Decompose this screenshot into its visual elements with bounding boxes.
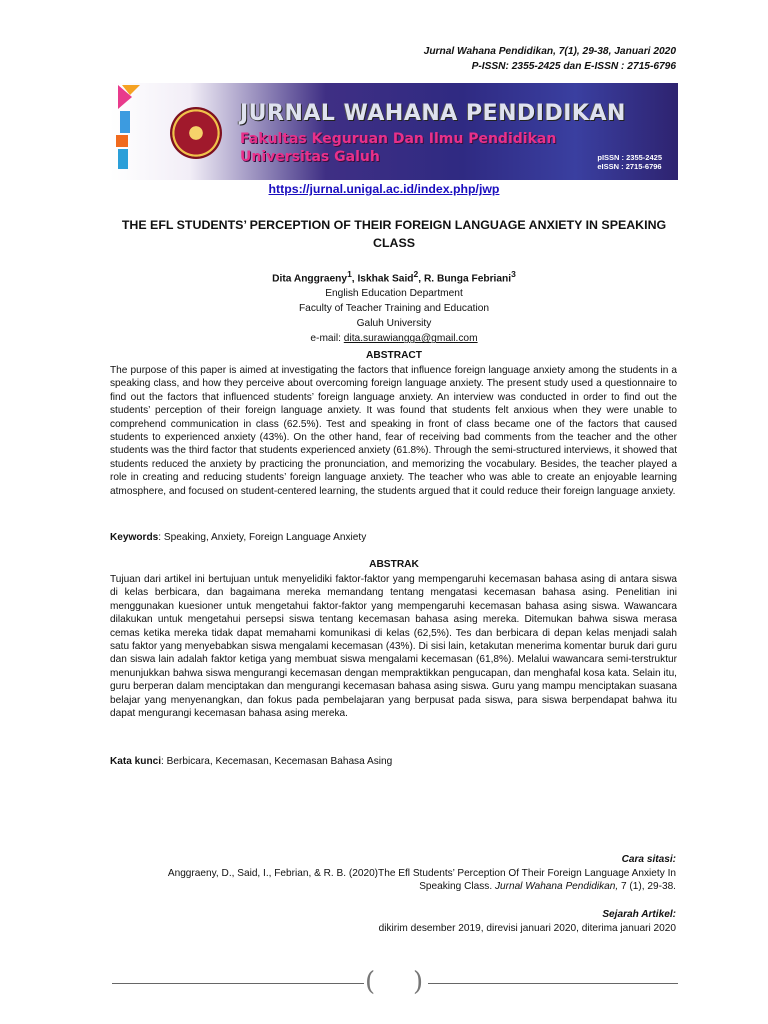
abstract-keywords	[110, 532, 366, 543]
footer-rule-right	[428, 983, 678, 984]
footer-bracket-left: (	[365, 967, 376, 997]
abstrak-text: Tujuan dari artikel ini bertujuan untuk menyelidiki faktor-faktor yang mempengaruhi kecemasan bahasa asing di antara siswa di kelas berbicara, dan bagaimana mereka memandang tentang mengatasi kecemasan bahasa asing. Penelitian ini menggunakan kuesioner untuk mengetahui faktor-faktor yang mempengaruhi kecemasan bahasa asing siswa. Wawancara dilakukan untuk mengetahui persepsi siswa tentang kecemasan bahasa asing mereka. Ditemukan bahwa siswa merasa cemas ketika mereka tidak dapat memahami komunikasi di kelas (62,5%). Tes dan berbicara di depan kelas menjadi salah satu faktor yang menyebabkan siswa mengalami kecemasan (43%). Di sisi lain, ketakutan menerima komentar buruk dari guru dan siswa lain adalah faktor ketiga yang membuat siswa mengalami kecemasan (61,8%). Melalui wawancara semi-terstruktur menunjukkan bahwa siswa mengurangi kecemasan dengan mempraktikkan pengucapan, dan menghafal kosa kata. Selain itu, guru berperan dalam menciptakan dan mengurangi kecemasan bahasa asing siswa. Guru yang mampu menciptakan suasana belajar yang menyenangkan, dan fokus pada pembelajaran yang berpusat pada siswa, para siswa berpendapat bahwa itu dapat mengurangi kecemasan bahasa asing mereka.	[110, 574, 677, 720]
citation-journal: Jurnal Wahana Pendidikan,	[494, 881, 619, 893]
kata-kunci-value: : Berbicara, Kecemasan, Kecemasan Bahasa Asing	[161, 756, 393, 767]
author-3-sup: 3	[511, 269, 516, 279]
citation-title-end: Speaking Class.	[419, 881, 495, 893]
email-label: e-mail:	[310, 333, 344, 345]
banner-issn	[597, 153, 662, 171]
banner-decoration-icon	[110, 83, 170, 180]
banner-university: Universitas Galuh	[240, 149, 380, 165]
author-2-sup: 2	[413, 269, 419, 279]
journal-issue-line: Jurnal Wahana Pendidikan, 7(1), 29-38, Januari 2020	[423, 46, 676, 57]
author-faculty: Faculty of Teacher Training and Education	[298, 303, 490, 315]
article-history-heading: Sejarah Artikel:	[602, 909, 676, 920]
author-block	[0, 267, 768, 346]
journal-reference	[256, 44, 676, 74]
footer-rule-left	[112, 983, 364, 984]
author-1: Dita Anggraeny	[272, 273, 348, 285]
email-link[interactable]: dita.surawiangga@gmail.com	[343, 333, 478, 345]
author-3: R. Bunga Febriani	[423, 273, 512, 285]
kata-kunci-label: Kata kunci	[110, 756, 162, 767]
citation-volume: 7 (1), 29-38.	[618, 881, 676, 893]
journal-url-link[interactable]: https://jurnal.unigal.ac.id/index.php/jwp	[268, 182, 500, 196]
author-2: Iskhak Said	[357, 273, 414, 285]
author-email-line	[0, 331, 768, 346]
citation-heading: Cara sitasi:	[621, 854, 676, 865]
abstrak-heading: ABSTRAK	[369, 559, 419, 570]
banner-eissn: eISSN : 2715-6796	[597, 162, 662, 171]
author-university: Galuh University	[356, 318, 432, 330]
keywords-value: : Speaking, Anxiety, Foreign Language Anxiety	[158, 532, 367, 543]
author-names: Dita Anggraeny$^1$, Iskhak Said$^2$, R. Bunga Febriani$^3$	[272, 269, 516, 285]
article-history: dikirim desember 2019, direvisi januari 2020, diterima januari 2020	[378, 922, 676, 934]
citation-block	[136, 853, 676, 894]
abstract-text: The purpose of this paper is aimed at investigating the factors that influence foreign language anxiety among the students in a speaking class, and how they perceive about overcoming foreign language anxiety. The present study used a questionnaire to find out the factors that influenced students’ foreign language anxiety. An interview was conducted in order to find out the students’ perception of their foreign language anxiety. It was found that students felt anxious when they were unable to comprehend communication in class (62.5%). Test and speaking in front of class became one of the factors that caused students to experienced anxiety (43%). On the other hand, fear of receiving bad comments from the teacher and the other students was the third factor that students experienced anxiety (61.8%). Through the semi-structured interviews, it showed that students reduced the anxiety by practicing the pronunciation, and memorizing the vocabulary. Besides, the teacher played a role in creating and reducing students’ foreign language anxiety. The teacher who was able to create an enjoyable learning atmosphere, and focused on student-centered learning, the students argued that it could reduce their foreign language anxiety.	[110, 365, 677, 497]
banner-faculty: Fakultas Keguruan Dan Ilmu Pendidikan	[240, 131, 557, 147]
article-history-block	[136, 908, 676, 935]
abstract-heading: ABSTRACT	[365, 350, 423, 361]
journal-banner	[110, 83, 678, 180]
abstrak-keywords	[110, 756, 392, 767]
keywords-label: Keywords	[110, 532, 159, 543]
university-seal-icon	[170, 107, 222, 159]
banner-pissn: pISSN : 2355-2425	[597, 153, 662, 162]
paper-title: THE EFL STUDENTS’ PERCEPTION OF THEIR FOREIGN LANGUAGE ANXIETY IN SPEAKING CLASS	[121, 218, 667, 250]
journal-issn-line: P-ISSN: 2355-2425 dan E-ISSN : 2715-6796	[471, 61, 676, 72]
citation-line-1: Anggraeny, D., Said, I., Febrian, & R. B. (2020)The Efl Students’ Perception Of Their Foreign Language Anxiety In	[167, 867, 676, 879]
author-1-sup: 1	[347, 269, 352, 279]
footer-bracket-right: )	[413, 967, 424, 997]
banner-title: JURNAL WAHANA PENDIDIKAN	[240, 101, 626, 126]
citation-line-2	[136, 880, 676, 894]
author-department: English Education Department	[325, 288, 463, 300]
